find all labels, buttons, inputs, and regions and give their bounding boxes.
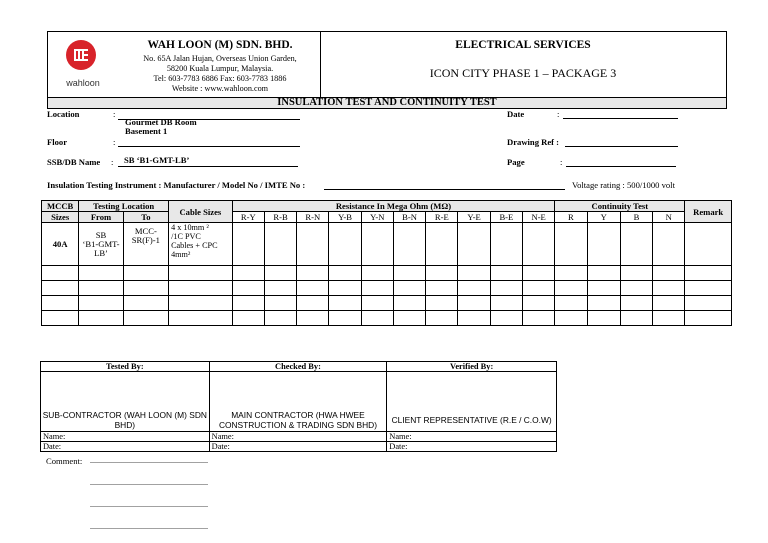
cell[interactable] [297,266,329,281]
location-label: Location [47,109,80,119]
cell[interactable] [555,311,587,326]
ssb-label: SSB/DB Name [47,157,101,167]
row1-from-line-1: SB [95,229,107,240]
row1-cable-line-1: 4 x 10mm ² [171,223,209,232]
website-line: Website : www.wahloon.com [171,84,269,93]
date-row [41,442,557,452]
cell[interactable] [587,296,620,311]
cont-col-r: R [555,212,587,223]
to-header: To [123,212,168,223]
verified-name-field[interactable]: Name: [387,432,557,442]
checked-by-header: Checked By: [209,362,387,372]
cell[interactable] [620,311,652,326]
cell[interactable] [523,266,555,281]
comment-line-4[interactable]: ........................................................... [90,522,208,531]
cell[interactable] [297,296,329,311]
tested-name-field[interactable]: Name: [41,432,210,442]
company-address [120,54,320,94]
comment-line-2[interactable]: ........................................................... [90,478,208,487]
comment-label: Comment: [46,456,83,466]
signoff-table [40,361,557,452]
res-col-ne: N-E [523,212,555,223]
res-col-be: B-E [490,212,522,223]
cell[interactable] [523,311,555,326]
checked-by-signature[interactable] [209,372,387,432]
mccb-header: MCCB [42,201,79,212]
checked-name-field[interactable]: Name: [209,432,387,442]
cell[interactable] [169,311,233,326]
instrument-label: Insulation Testing Instrument : Manufacturer / Model No / IMTE No : [47,180,306,190]
main-contractor-line-1: MAIN CONTRACTOR (HWA HWEE [231,410,365,420]
phone-line: Tel: 603-7783 6886 Fax: 603-7783 1886 [153,74,287,83]
cell[interactable] [297,223,329,266]
voltage-rating: Voltage rating : 500/1000 volt [572,180,675,190]
cell[interactable] [426,223,458,266]
cell[interactable] [232,281,264,296]
cell[interactable] [458,281,490,296]
cell[interactable] [79,281,123,296]
company-name: WAH LOON (M) SDN. BHD. [147,39,293,51]
location-colon: : [113,109,116,119]
cell[interactable] [42,281,79,296]
cell[interactable] [393,296,425,311]
cell[interactable] [587,223,620,266]
wahloon-logo-icon [66,40,96,70]
cell[interactable] [329,223,361,266]
floor-field[interactable] [118,146,300,147]
cell[interactable] [361,311,393,326]
verified-date-field[interactable]: Date: [387,442,557,452]
sub-contractor-line-2: BHD) [114,420,136,430]
signature-row [41,372,557,432]
cell[interactable] [123,296,168,311]
cell[interactable] [490,296,522,311]
cell[interactable] [393,266,425,281]
res-col-yb: Y-B [329,212,361,223]
cell[interactable] [587,281,620,296]
cell[interactable] [490,311,522,326]
tested-date-field[interactable]: Date: [41,442,210,452]
tested-by-signature[interactable] [41,372,210,432]
cell[interactable] [653,223,685,266]
remark-header: Remark [685,201,732,223]
cell[interactable] [329,266,361,281]
cell[interactable] [555,266,587,281]
location-underline [118,119,300,120]
cell[interactable] [523,223,555,266]
cell[interactable] [620,281,652,296]
cell[interactable] [555,296,587,311]
instrument-field[interactable] [324,189,565,190]
cell[interactable] [123,266,168,281]
cell[interactable] [426,296,458,311]
date-colon: : [557,109,560,119]
cell[interactable] [685,296,732,311]
res-col-ye: Y-E [458,212,490,223]
cell[interactable] [653,296,685,311]
row1-cable [169,223,233,266]
cell[interactable] [79,311,123,326]
cell[interactable] [329,296,361,311]
cell[interactable] [361,266,393,281]
comment-line-1[interactable]: ........................................................... [90,456,208,465]
table-row [42,266,732,281]
verified-by-signature[interactable] [387,372,557,432]
drawing-ref-label: Drawing Ref : [507,137,560,147]
cell[interactable] [79,296,123,311]
cell[interactable] [685,223,732,266]
resistance-header: Resistance In Mega Ohm (MΩ) [232,201,555,212]
cell[interactable] [329,311,361,326]
cell[interactable] [169,296,233,311]
row1-to-line-2: SR(F)-1 [131,235,160,245]
res-col-re: R-E [426,212,458,223]
ssb-value: SB ‘B1-GMT-LB’ [124,155,190,165]
res-col-rb: R-B [264,212,296,223]
floor-colon: : [113,137,116,147]
test-results-table [41,200,732,326]
cell[interactable] [555,223,587,266]
page-label: Page [507,157,525,167]
res-col-ry: R-Y [232,212,264,223]
cell[interactable] [426,281,458,296]
cell[interactable] [264,281,296,296]
cell[interactable] [264,296,296,311]
cell[interactable] [393,223,425,266]
res-col-bn: B-N [393,212,425,223]
cell[interactable] [685,311,732,326]
cell[interactable] [653,266,685,281]
main-contractor-line-2: CONSTRUCTION & TRADING SDN BHD) [218,420,377,430]
cell[interactable] [426,311,458,326]
page-field[interactable] [566,166,676,167]
cell[interactable] [297,281,329,296]
cell[interactable] [361,223,393,266]
cell[interactable] [361,296,393,311]
row1-mccb: 40A [42,223,79,266]
cell[interactable] [123,311,168,326]
cell[interactable] [232,311,264,326]
cell[interactable] [523,281,555,296]
cell[interactable] [620,266,652,281]
cell[interactable] [169,266,233,281]
row1-cable-line-3: Cables + CPC [171,241,218,250]
cell[interactable] [361,281,393,296]
drawing-ref-field[interactable] [565,146,678,147]
cell[interactable] [490,223,522,266]
cell[interactable] [264,266,296,281]
ssb-field[interactable] [118,166,298,167]
cell[interactable] [232,223,264,266]
project-title: ICON CITY PHASE 1 – PACKAGE 3 [429,66,617,80]
sub-contractor-line-1: SUB-CONTRACTOR (WAH LOON (M) SDN [42,410,207,420]
date-field[interactable] [563,118,678,119]
cell[interactable] [685,281,732,296]
name-row [41,432,557,442]
cell[interactable] [169,281,233,296]
header-row-1 [42,201,732,212]
from-header: From [79,212,123,223]
table-row [42,281,732,296]
continuity-header: Continuity Test [555,201,685,212]
row1-from [79,223,123,266]
row1-cable-line-2: /1C PVC [171,232,201,241]
table-row [42,311,732,326]
cell[interactable] [123,281,168,296]
cell[interactable] [653,311,685,326]
row1-from-line-2: ‘B1-GMT- [82,238,120,249]
header-row-2 [42,212,732,223]
cell[interactable] [620,223,652,266]
row1-to [123,223,168,266]
cell[interactable] [653,281,685,296]
cell[interactable] [490,281,522,296]
location-value [125,118,197,136]
table-row [42,223,732,266]
location-value-line-2: Basement 1 [125,126,168,136]
row1-from-line-3: LB’ [94,247,108,258]
cell[interactable] [587,311,620,326]
logo-text: wahloon [66,78,100,88]
address-line-2: 58200 Kuala Lumpur, Malaysia. [166,64,274,73]
cell[interactable] [42,296,79,311]
cell[interactable] [685,266,732,281]
row1-cable-line-4: 4mm² [171,250,191,259]
cell[interactable] [587,266,620,281]
testing-location-header: Testing Location [79,201,169,212]
location-value-line-1: Gourmet DB Room [125,117,197,127]
cell[interactable] [393,311,425,326]
cell[interactable] [264,223,296,266]
cell[interactable] [555,281,587,296]
sizes-header: Sizes [42,212,79,223]
client-representative: CLIENT REPRESENTATIVE (R.E / C.O.W) [391,415,552,425]
cell[interactable] [393,281,425,296]
cell[interactable] [232,266,264,281]
cell[interactable] [458,223,490,266]
res-col-yn: Y-N [361,212,393,223]
cont-col-y: Y [587,212,620,223]
cont-col-n: N [653,212,685,223]
comment-line-3[interactable]: ........................................................... [90,500,208,509]
cell[interactable] [42,266,79,281]
verified-by-header: Verified By: [387,362,557,372]
cell[interactable] [426,266,458,281]
cell[interactable] [458,311,490,326]
cell[interactable] [329,281,361,296]
cont-col-b: B [620,212,652,223]
service-title: ELECTRICAL SERVICES [455,39,591,51]
address-line-1: No. 65A Jalan Hujan, Overseas Union Garden, [143,54,297,63]
table-row [42,296,732,311]
cell[interactable] [232,296,264,311]
floor-label: Floor [47,137,68,147]
cable-sizes-header: Cable Sizes [169,201,233,223]
checked-date-field[interactable]: Date: [209,442,387,452]
cell[interactable] [620,296,652,311]
cell[interactable] [42,311,79,326]
cell[interactable] [490,266,522,281]
cell[interactable] [458,266,490,281]
cell[interactable] [79,266,123,281]
page-colon: : [560,157,563,167]
cell[interactable] [297,311,329,326]
res-col-rn: R-N [297,212,329,223]
cell[interactable] [523,296,555,311]
cell[interactable] [264,311,296,326]
signoff-header-row [41,362,557,372]
ssb-colon: : [111,157,114,167]
tested-by-header: Tested By: [41,362,210,372]
cell[interactable] [458,296,490,311]
document-title: INSULATION TEST AND CONTINUITY TEST [47,97,727,109]
date-label: Date [507,109,525,119]
row1-to-line-1: MCC- [134,226,157,236]
